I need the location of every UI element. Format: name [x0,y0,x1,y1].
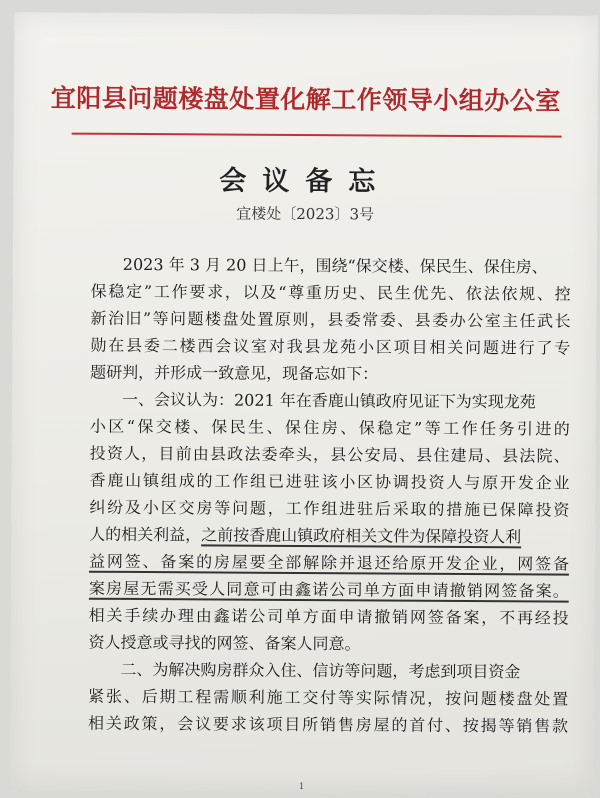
body-line [89,521,569,551]
header-divider [72,133,562,138]
org-header: 宜阳县问题楼盘处置化解工作领导小组办公室 [50,83,561,116]
body-line: 2023 年 3 月 20 日上午，围绕“保交楼、保民生、保住房、 [122,254,548,277]
body-line: 紧张、后期工程需顺利施工交付等实际情况，按问题楼盘处置 [88,686,569,709]
body-line: 二、为解决购房群众入住、信访等问题，考虑到项目资金 [120,659,521,682]
underlined-line: 案房屋无需买受人同意可由鑫诺公司单方面申请撤销网签备案。 [88,578,569,601]
document-title: 会议备忘 [219,165,392,198]
body-line: 勋在县委二楼西会议室对我县龙苑小区项目相关问题进行了专 [90,335,571,358]
document-number: 宜楼处〔2023〕3号 [236,204,375,224]
body-line: 相关政策，会议要求该项目所销售房屋的首付、按揭等销售款 [87,713,569,736]
page-number: 1 [298,781,305,793]
body-line: 保稳定”工作要求，以及“尊重历史、民生优先、依法依规、控 [90,281,571,304]
body-line: 一、会议认为：2021 年在香鹿山镇政府见证下为实现龙苑 [121,389,536,412]
body-text: 人的相关利益， [89,524,202,545]
underlined-text: 之前按香鹿山镇政府相关文件为保障投资人利 [201,525,522,547]
body-line: 新治旧”等问题楼盘处置原则，县委常委、县委办公室主任武长 [90,308,571,331]
body-line: 资人授意或寻找的网签、备案人同意。 [88,632,361,654]
body-line: 相关手续办理由鑫诺公司单方面申请撤销网签备案，不再经投 [88,605,569,628]
underlined-line: 益网签、备案的房屋要全部解除并退还给原开发企业，网签备 [88,551,570,574]
document-page [10,12,599,794]
document-body [88,251,571,740]
body-line: 投资人，目前由县政法委牵头，县公安局、县住建局、县法院、 [89,443,570,466]
body-line: 小区“保交楼、保民生、保住房、保稳定”等工作任务引进的 [89,416,570,439]
body-line: 题研判，并形成一致意见，现备忘如下： [90,362,379,384]
body-line: 香鹿山镇组成的工作组已进驻该小区协调投资人与原开发企业 [89,470,570,493]
body-line: 纠纷及小区交房等问题，工作组进驻后采取的措施已保障投资 [89,497,570,520]
